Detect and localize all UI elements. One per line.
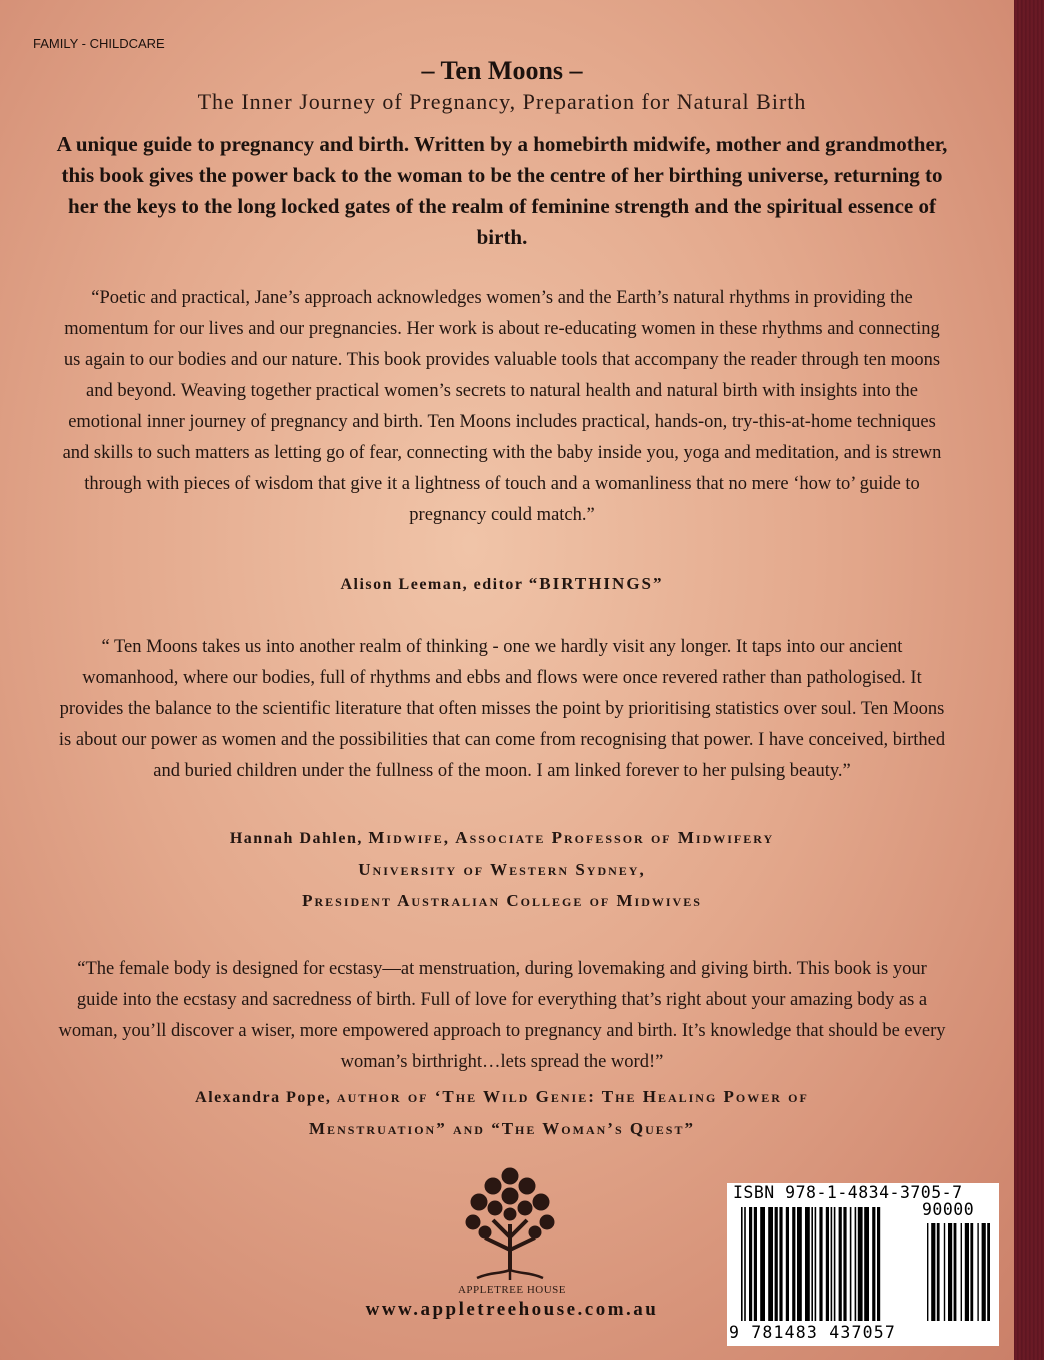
isbn-number: ISBN 978-1-4834-3705-7 — [733, 1183, 963, 1202]
addon-bar — [965, 1223, 969, 1321]
barcode-bar — [819, 1207, 822, 1321]
website-url: www.appletreehouse.com.au — [365, 1299, 659, 1320]
barcode-bar — [754, 1207, 757, 1321]
publisher-name: APPLETREE HOUSE — [457, 1284, 567, 1296]
barcode-bar — [768, 1207, 773, 1321]
addon-bar — [944, 1223, 945, 1321]
review-attribution-3 — [55, 1081, 949, 1144]
barcode-bar — [834, 1207, 836, 1321]
barcode-bar — [775, 1207, 778, 1321]
barcode-bar — [826, 1207, 829, 1321]
reviewer-role: Midwife, Associate Professor of Midwifery — [368, 828, 775, 847]
review-quote-2: “ Ten Moons takes us into another realm of thinking - one we hardly visit any longer. It taps into our ancient womanhood, where our bodies, full of rhythms and ebbs and flows were once revered rather than pathologised. It provides the balance to the scientific literature that often misses the point by prioritising statistics over soul. Ten Moons is about our power as women and the possibilities that can come from recognising that power. I have conceived, birthed and buried children under the fullness of the moon. I am linked forever to her pulsing beauty.” — [58, 637, 946, 781]
barcode-bar — [811, 1207, 813, 1321]
barcode-bar — [749, 1207, 752, 1321]
barcode-bar — [858, 1207, 863, 1321]
reviewer-name: Alison Leeman, editor — [340, 576, 529, 593]
barcode-bar — [797, 1207, 802, 1321]
addon-bar — [961, 1223, 962, 1321]
addon-bar — [931, 1223, 935, 1321]
review-attribution-1 — [55, 568, 949, 600]
review-quote-1: “Poetic and practical, Jane’s approach acknowledges women’s and the Earth’s natural rhythms in providing the momentum for our lives and our pregnancies. Her work is about re-educating women in these rhythms and connecting us again to our bodies and our nature. This book provides valuable tools that accompany the reader through ten moons and beyond. Weaving together practical women’s secrets to natural health and natural birth with insights into the emotional inner journey of pregnancy and birth. Ten Moons includes practical, hands-on, try-this-at-home techniques and skills to such matters as letting go of fear, connecting with the baby inside you, yoga and meditation, and is strewn through with pieces of wisdom that give it a lightness of touch and a womanliness that no mere ‘how to’ guide to pregnancy could match.” — [62, 288, 942, 525]
barcode-bars — [727, 1183, 999, 1346]
barcode-bar — [779, 1207, 782, 1321]
ean-number: 9 781483 437057 — [729, 1323, 897, 1342]
book-title: – Ten Moons – — [421, 56, 583, 85]
review-attribution-2 — [55, 822, 949, 916]
barcode-bar — [855, 1207, 857, 1321]
book-spine — [1014, 0, 1044, 1360]
barcode-bar — [831, 1207, 833, 1321]
isbn-barcode — [727, 1183, 999, 1346]
barcode-bar — [741, 1207, 743, 1321]
barcode-bar — [839, 1207, 842, 1321]
barcode-bar — [760, 1207, 765, 1321]
addon-bar — [977, 1223, 978, 1321]
barcode-bar — [872, 1207, 875, 1321]
addon-bar — [954, 1223, 957, 1321]
barcode-bar — [843, 1207, 846, 1321]
barcode-bar — [792, 1207, 795, 1321]
lead-description: A unique guide to pregnancy and birth. Written by a homebirth midwife, mother and grandmother, this book gives the power back to the woman to be the centre of her birthing universe, returning to her the keys to the long locked gates of the realm of feminine strength and the spiritual essence of birth. — [56, 132, 948, 249]
barcode-bar — [877, 1207, 880, 1321]
addon-bar — [982, 1223, 986, 1321]
review-quote-3: “The female body is designed for ecstasy—at menstruation, during lovemaking and giving birth. This book is your guide into the ecstasy and sacredness of birth. Full of love for everything that’s right about your amazing body as a woman, you’ll discover a wiser, more empowered approach to pregnancy and birth. It’s knowledge that should be every woman’s birthright…lets spread the word!” — [58, 959, 946, 1072]
barcode-bar — [864, 1207, 869, 1321]
addon-bar — [987, 1223, 990, 1321]
appletree-logo-icon — [455, 1162, 565, 1282]
book-subtitle: The Inner Journey of Pregnancy, Preparation for Natural Birth — [197, 89, 807, 114]
barcode-bar — [805, 1207, 810, 1321]
category-label: FAMILY - CHILDCARE — [33, 36, 165, 51]
addon-bar — [927, 1223, 928, 1321]
barcode-bar — [786, 1207, 789, 1321]
reviewer-name: Alexandra Pope, — [195, 1089, 337, 1106]
reviewer-role: author of ‘The Wild Genie: The Healing Power of — [336, 1087, 809, 1106]
addon-bar — [970, 1223, 973, 1321]
barcode-bar — [815, 1207, 817, 1321]
reviewer-role: “BIRTHINGS” — [528, 574, 664, 593]
reviewer-role: President Australian College of Midwives — [302, 891, 702, 910]
price-code: 90000 — [922, 1200, 975, 1219]
barcode-bar — [744, 1207, 746, 1321]
reviewer-role: University of Western Sydney, — [358, 860, 646, 879]
reviewer-role: Menstruation” and “The Woman’s Quest” — [309, 1119, 695, 1138]
addon-bar — [948, 1223, 952, 1321]
reviewer-name: Hannah Dahlen, — [229, 830, 369, 847]
barcode-bar — [850, 1207, 852, 1321]
addon-bar — [937, 1223, 940, 1321]
